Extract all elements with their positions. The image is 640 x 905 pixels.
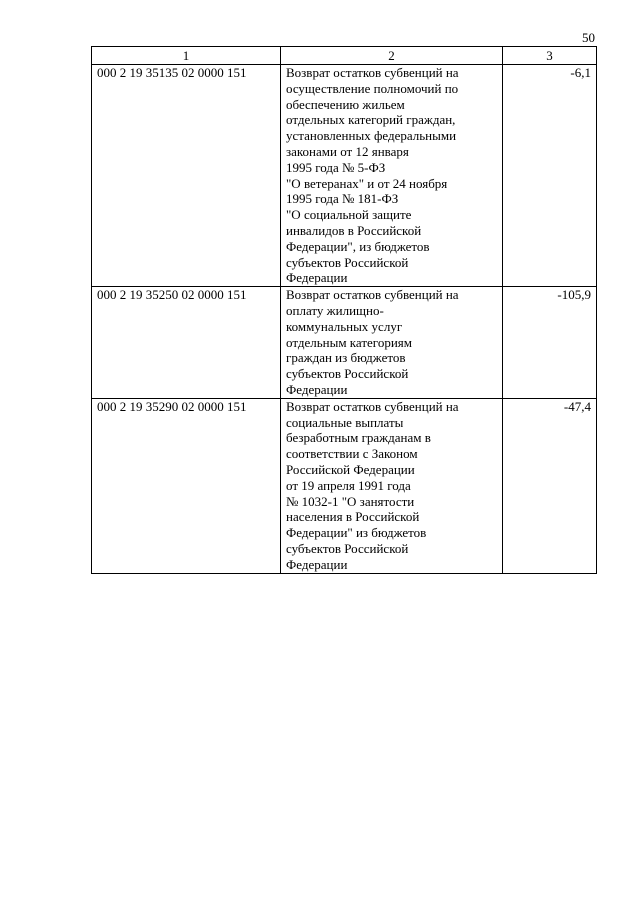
- row-description: Возврат остатков субвенций на осуществление полномочий по обеспечению жильем отдельных категорий граждан, установленных федеральными законами от 12 января 1995 года № 5-ФЗ "О ветеранах" и от 24 ноября 1995 года № 181-ФЗ "О социальной защите инвалидов в Российской Федерации", из бюджетов субъектов Российской Федерации: [281, 65, 503, 287]
- budget-table: [91, 46, 597, 574]
- table-row: [92, 398, 597, 573]
- column-header-2: 2: [281, 47, 503, 65]
- column-header-3: 3: [503, 47, 597, 65]
- page-number: 50: [582, 30, 595, 45]
- row-description: Возврат остатков субвенций на оплату жилищно- коммунальных услуг отдельным категориям граждан из бюджетов субъектов Российской Федерации: [281, 287, 503, 399]
- row-amount: -6,1: [503, 65, 597, 287]
- row-amount: -47,4: [503, 398, 597, 573]
- column-header-1: 1: [92, 47, 281, 65]
- row-amount: -105,9: [503, 287, 597, 399]
- row-description: Возврат остатков субвенций на социальные выплаты безработным гражданам в соответствии с Законом Российской Федерации от 19 апреля 1991 года № 1032-1 "О занятости населения в Российской Федерации" из бюджетов субъектов Российской Федерации: [281, 398, 503, 573]
- table-row: [92, 287, 597, 399]
- table-row: [92, 65, 597, 287]
- table-header-row: [92, 47, 597, 65]
- budget-code: 000 2 19 35250 02 0000 151: [92, 287, 281, 399]
- budget-code: 000 2 19 35290 02 0000 151: [92, 398, 281, 573]
- budget-code: 000 2 19 35135 02 0000 151: [92, 65, 281, 287]
